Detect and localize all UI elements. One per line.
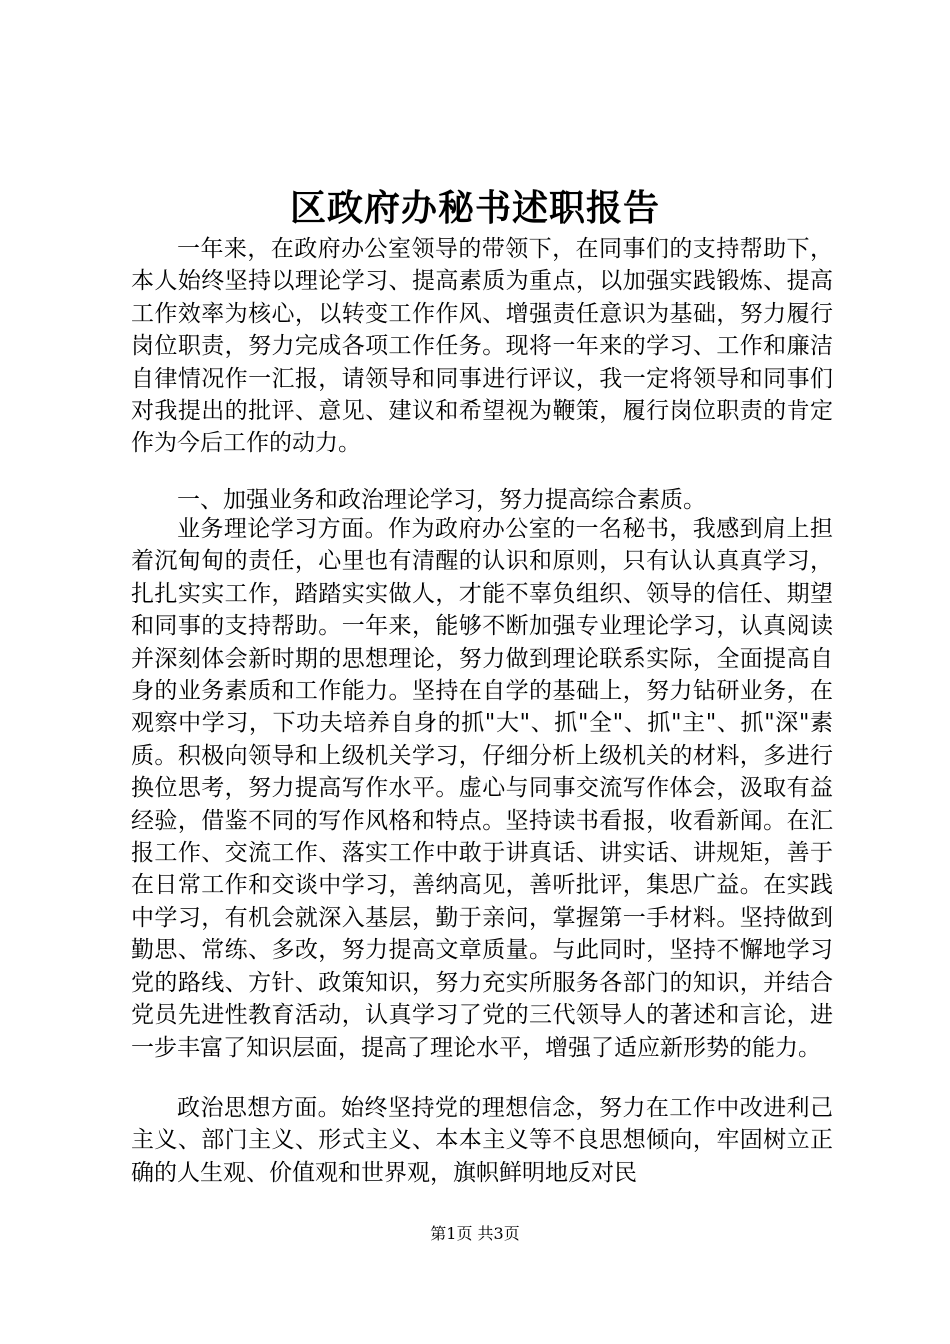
page-title: 区政府办秘书述职报告 <box>289 187 660 229</box>
business-study-paragraph: 业务理论学习方面。作为政府办公室的一名秘书，我感到肩上担着沉甸甸的责任，心里也有清醒的认识和原则，只有认认真真学习，扎扎实实工作，踏踏实实做人，才能不辜负组织、领导的信任、期望和同事的支持帮助。一年来，能够不断加强专业理论学习，认真阅读并深刻体会新时期的思想理论，努力做到理论联系实际，全面提高自身的业务素质和工作能力。坚持在自学的基础上，努力钻研业务，在观察中学习，下功夫培养自身的抓"大"、抓"全"、抓"主"、抓"深"素质。积极向领导和上级机关学习，仔细分析上级机关的材料，多进行换位思考，努力提高写作水平。虚心与同事交流写作体会，汲取有益经验，借鉴不同的写作风格和特点。坚持读书看报，收看新闻。在汇报工作、交流工作、落实工作中敢于讲真话、讲实话、讲规矩，善于在日常工作和交谈中学习，善纳高见，善听批评，集思广益。在实践中学习，有机会就深入基层，勤于亲问，掌握第一手材料。坚持做到勤思、常练、多改，努力提高文章质量。与此同时，坚持不懈地学习党的路线、方针、政策知识，努力充实所服务各部门的知识，并结合党员先进性教育活动，认真学习了党的三代领导人的著述和言论，进一步丰富了知识层面，提高了理论水平，增强了适应新形势的能力。 <box>131 516 833 1061</box>
page-number-footer: 第1页 共3页 <box>430 1224 520 1243</box>
intro-paragraph: 一年来，在政府办公室领导的带领下，在同事们的支持帮助下，本人始终坚持以理论学习、提高素质为重点，以加强实践锻炼、提高工作效率为核心，以转变工作作风、增强责任意识为基础，努力履行岗位职责，努力完成各项工作任务。现将一年来的学习、工作和廉洁自律情况作一汇报，请领导和同事进行评议，我一定将领导和同事们对我提出的批评、意见、建议和希望视为鞭策，履行岗位职责的肯定作为今后工作的动力。 <box>131 236 833 457</box>
political-thought-paragraph: 政治思想方面。始终坚持党的理想信念，努力在工作中改进利己主义、部门主义、形式主义、本本主义等不良思想倾向，牢固树立正确的人生观、价值观和世界观，旗帜鲜明地反对民 <box>131 1095 833 1186</box>
section-heading: 一、加强业务和政治理论学习，努力提高综合素质。 <box>177 487 706 513</box>
